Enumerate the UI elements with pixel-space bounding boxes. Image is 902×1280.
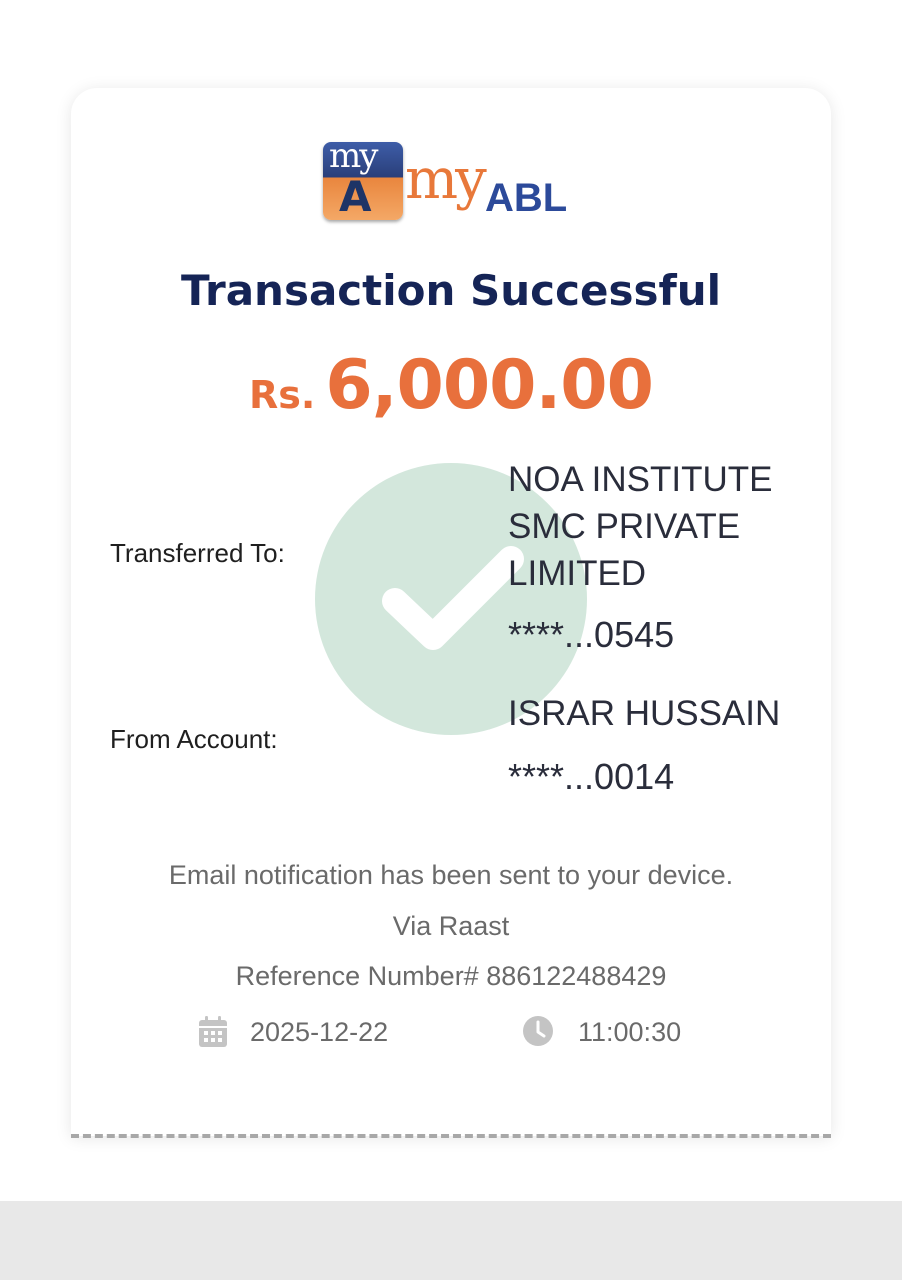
date-time-row <box>71 1016 831 1052</box>
transferred-to-details <box>508 456 808 658</box>
myabl-badge-icon <box>323 142 403 220</box>
calendar-icon <box>198 1016 228 1048</box>
transferred-to-label: Transferred To: <box>110 538 285 568</box>
logo-my-text: my <box>405 147 484 212</box>
transfer-channel: Via Raast <box>392 911 510 941</box>
logo-badge-my-text: my <box>329 142 377 176</box>
transaction-amount <box>71 346 831 425</box>
transaction-receipt-card <box>71 88 831 1136</box>
logo-badge-a-text: A <box>339 172 372 220</box>
sender-name: ISRAR HUSSAIN <box>508 694 781 733</box>
sender-account-number: ****...0014 <box>508 756 675 797</box>
myabl-logo <box>323 142 583 232</box>
transaction-time: 11:00:30 <box>578 1017 682 1047</box>
transaction-status-title: Transaction Successful <box>180 266 722 315</box>
recipient-name-line: NOA INSTITUTE <box>508 460 773 499</box>
receipt-dashed-edge <box>71 1134 831 1138</box>
email-notification-note: Email notification has been sent to your device. <box>168 860 734 890</box>
recipient-name-line: LIMITED <box>508 554 647 593</box>
reference-number: Reference Number# 886122488429 <box>235 961 667 991</box>
from-account-details <box>508 690 808 800</box>
bottom-background-band <box>0 1201 902 1280</box>
recipient-name-line: SMC PRIVATE <box>508 507 741 546</box>
clock-icon <box>522 1015 554 1047</box>
transaction-date: 2025-12-22 <box>250 1017 389 1047</box>
amount-value: 6,000.00 <box>325 346 653 425</box>
logo-abl-text: ABL <box>485 176 568 220</box>
amount-currency: Rs. <box>249 373 316 417</box>
from-account-label: From Account: <box>110 724 278 754</box>
recipient-account-number: ****...0545 <box>508 614 675 655</box>
